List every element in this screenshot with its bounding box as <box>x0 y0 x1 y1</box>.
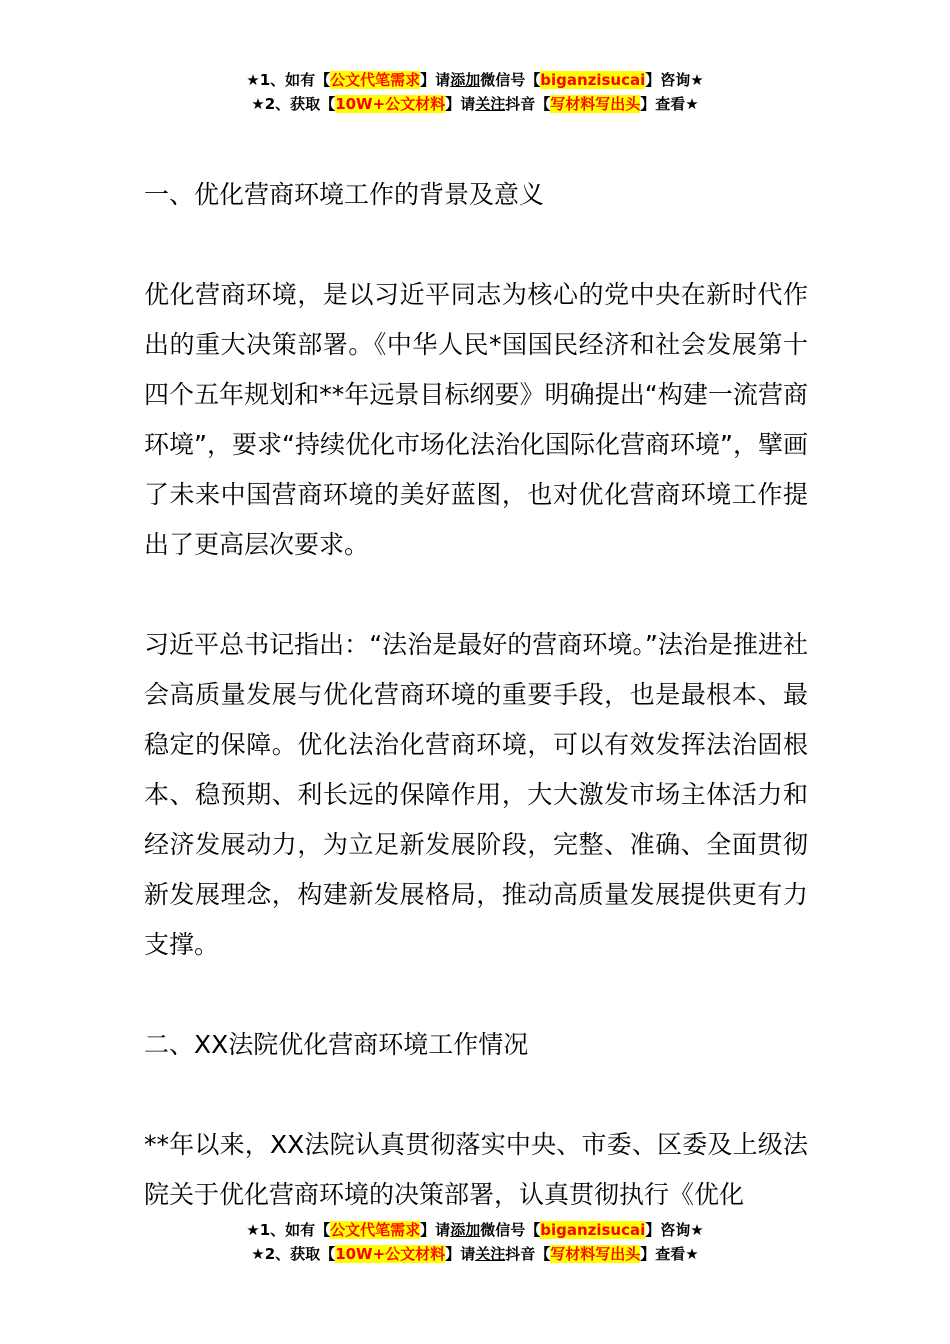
banner-text: ★1、如有【 <box>246 71 331 89</box>
banner-highlight: 公文代笔需求 <box>330 1221 421 1239</box>
spacer <box>144 1070 808 1120</box>
banner-line-2 <box>0 92 950 116</box>
banner-text: 】请 <box>445 1245 476 1263</box>
banner-text: 】请 <box>445 95 476 113</box>
spacer <box>144 220 808 270</box>
document-body <box>144 170 808 1220</box>
banner-text: ★2、获取【 <box>251 95 336 113</box>
section-heading-2: 二、XX法院优化营商环境工作情况 <box>144 1030 529 1059</box>
paragraph-3: **年以来，XX法院认真贯彻落实中央、市委、区委及上级法院关于优化营商环境的决策部署，认真贯彻执行《优化 <box>144 1130 808 1209</box>
banner-text: 抖音【 <box>505 1245 551 1263</box>
banner-line-1 <box>0 68 950 92</box>
banner-highlight: 公文代笔需求 <box>330 71 421 89</box>
banner-highlight: 10W+公文材料 <box>335 1245 446 1263</box>
banner-text: 】查看★ <box>640 1245 699 1263</box>
spacer <box>144 570 808 620</box>
banner-text: 】咨询★ <box>645 1221 704 1239</box>
banner-highlight: 写材料写出头 <box>550 95 641 113</box>
banner-text: 】请 <box>420 1221 451 1239</box>
banner-text: ★1、如有【 <box>246 1221 331 1239</box>
header-banner <box>0 68 950 116</box>
banner-highlight: biganzisucai <box>540 1221 646 1239</box>
paragraph-2: 习近平总书记指出：“法治是最好的营商环境。”法治是推进社会高质量发展与优化营商环境的重要手段，也是最根本、最稳定的保障。优化法治化营商环境，可以有效发挥法治固根本、稳预期、利长远的保障作用，大大激发市场主体活力和经济发展动力，为立足新发展阶段，完整、准确、全面贯彻新发展理念，构建新发展格局，推动高质量发展提供更有力支撑。 <box>144 630 808 959</box>
banner-highlight: 10W+公文材料 <box>335 95 446 113</box>
banner-text: ★2、获取【 <box>251 1245 336 1263</box>
banner-line-2 <box>0 1242 950 1266</box>
banner-text: 】查看★ <box>640 95 699 113</box>
footer-banner <box>0 1218 950 1266</box>
banner-underline: 关注 <box>475 95 506 113</box>
banner-text: 微信号【 <box>480 71 541 89</box>
paragraph-1: 优化营商环境，是以习近平同志为核心的党中央在新时代作出的重大决策部署。《中华人民*国国民经济和社会发展第十四个五年规划和**年远景目标纲要》明确提出“构建一流营商环境”，要求“持续优化市场化法治化国际化营商环境”，擘画了未来中国营商环境的美好蓝图，也对优化营商环境工作提出了更高层次要求。 <box>144 280 808 559</box>
banner-text: 】请 <box>420 71 451 89</box>
spacer <box>144 970 808 1020</box>
banner-underline: 关注 <box>475 1245 506 1263</box>
banner-underline: 添加 <box>450 1221 481 1239</box>
banner-line-1 <box>0 1218 950 1242</box>
banner-highlight: 写材料写出头 <box>550 1245 641 1263</box>
banner-highlight: biganzisucai <box>540 71 646 89</box>
banner-text: 微信号【 <box>480 1221 541 1239</box>
banner-underline: 添加 <box>450 71 481 89</box>
banner-text: 】咨询★ <box>645 71 704 89</box>
banner-text: 抖音【 <box>505 95 551 113</box>
section-heading-1: 一、优化营商环境工作的背景及意义 <box>144 180 545 209</box>
